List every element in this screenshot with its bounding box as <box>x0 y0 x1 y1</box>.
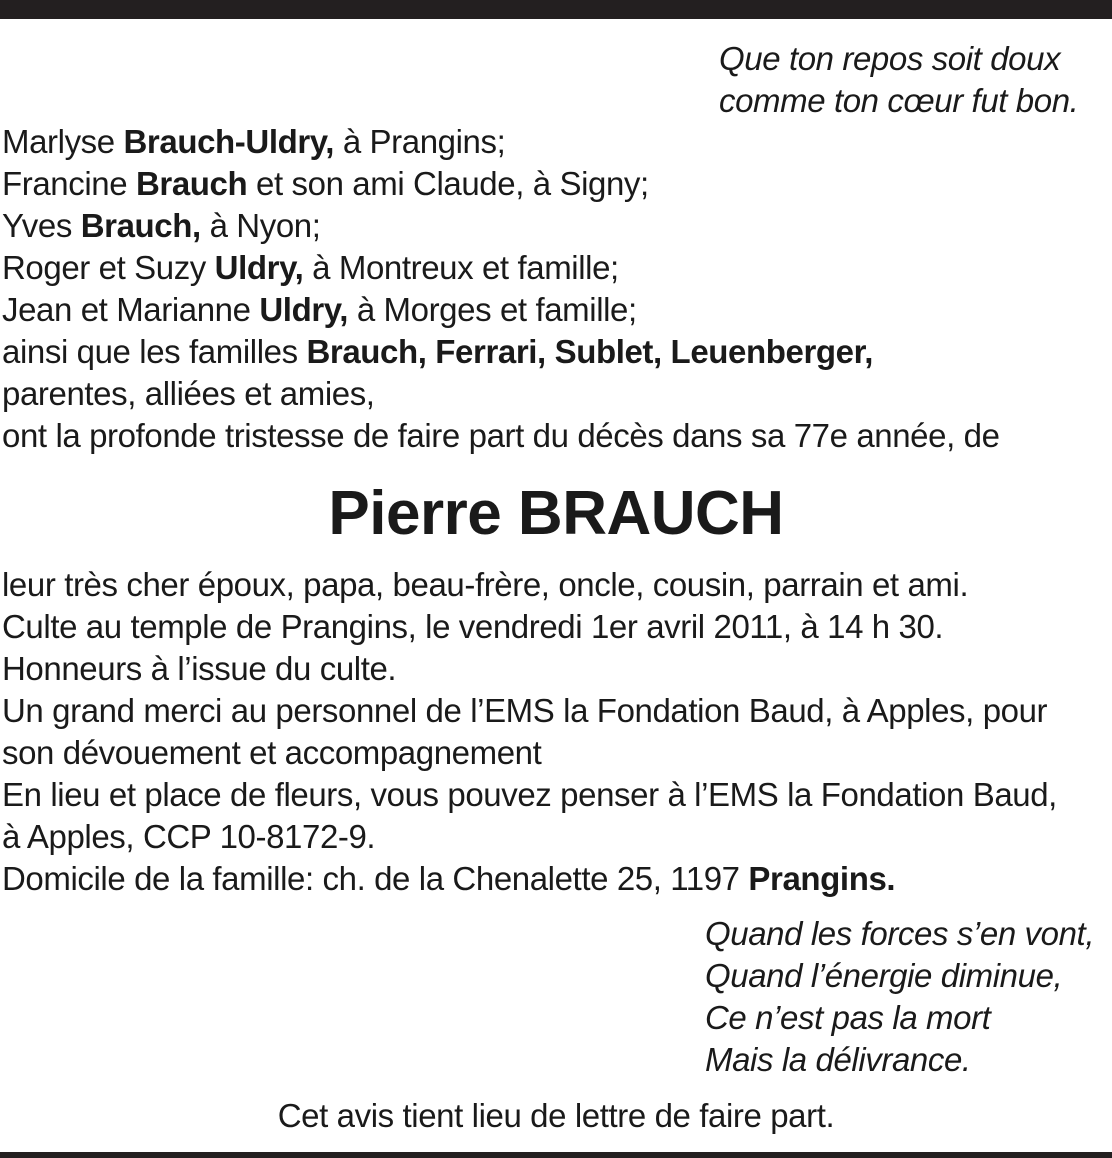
family-list <box>2 121 1000 457</box>
verse-line: Quand les forces s’en vont, <box>705 915 1095 952</box>
domicile-line <box>2 858 1057 900</box>
verse-line: comme ton cœur fut bon. <box>719 82 1079 119</box>
family-surname: Brauch-Uldry, <box>123 123 335 160</box>
deceased-name: Pierre BRAUCH <box>328 479 784 548</box>
family-line <box>2 331 1000 373</box>
family-line <box>2 373 1000 415</box>
detail-line: à Apples, CCP 10-8172-9. <box>2 818 376 855</box>
family-line <box>2 205 1000 247</box>
family-surname: Brauch <box>135 165 248 202</box>
family-line-text: Roger et Suzy <box>2 249 215 286</box>
family-line <box>2 163 1000 205</box>
domicile-town: Prangins. <box>748 860 896 897</box>
family-surname: Brauch, Ferrari, Sublet, Leuenberger, <box>306 333 873 370</box>
verse-line: Quand l’énergie diminue, <box>705 957 1063 994</box>
top-border-rule <box>0 0 1112 19</box>
family-surname: Brauch, <box>80 207 201 244</box>
domicile-address: Domicile de la famille: ch. de la Chenalette 25, 1197 <box>2 860 749 897</box>
family-line-text: Jean et Marianne <box>2 291 260 328</box>
detail-line: leur très cher époux, papa, beau-frère, oncle, cousin, parrain et ami. <box>2 566 969 603</box>
family-line-text: ainsi que les familles <box>2 333 307 370</box>
detail-line: son dévouement et accompagnement <box>2 734 542 771</box>
family-line-text: à Nyon; <box>200 207 321 244</box>
family-line-text: Marlyse <box>2 123 124 160</box>
family-line <box>2 289 1000 331</box>
family-line <box>2 247 1000 289</box>
family-line-text: à Morges et famille; <box>348 291 637 328</box>
opening-verse <box>719 38 1078 122</box>
bottom-border-rule <box>0 1152 1112 1158</box>
family-surname: Uldry, <box>259 291 349 328</box>
family-line-text: et son ami Claude, à Signy; <box>247 165 649 202</box>
family-line-text: Francine <box>2 165 136 202</box>
verse-line: Ce n’est pas la mort <box>705 999 991 1036</box>
family-line <box>2 121 1000 163</box>
detail-line: Honneurs à l’issue du culte. <box>2 650 397 687</box>
notice-details <box>2 564 1057 900</box>
closing-verse <box>705 913 1094 1081</box>
family-line-text: parentes, alliées et amies, <box>2 375 375 412</box>
family-line-text: à Prangins; <box>334 123 506 160</box>
detail-line: En lieu et place de fleurs, vous pouvez penser à l’EMS la Fondation Baud, <box>2 776 1057 813</box>
detail-line: Culte au temple de Prangins, le vendredi 1er avril 2011, à 14 h 30. <box>2 608 944 645</box>
closing-statement: Cet avis tient lieu de lettre de faire part. <box>277 1097 835 1134</box>
verse-line: Mais la délivrance. <box>705 1041 971 1078</box>
family-line-text: Yves <box>2 207 81 244</box>
family-surname: Uldry, <box>214 249 304 286</box>
verse-line: Que ton repos soit doux <box>719 40 1061 77</box>
family-line <box>2 415 1000 457</box>
detail-line: Un grand merci au personnel de l’EMS la Fondation Baud, à Apples, pour <box>2 692 1048 729</box>
family-line-text: à Montreux et famille; <box>303 249 619 286</box>
family-line-text: ont la profonde tristesse de faire part du décès dans sa 77e année, de <box>2 417 1000 454</box>
